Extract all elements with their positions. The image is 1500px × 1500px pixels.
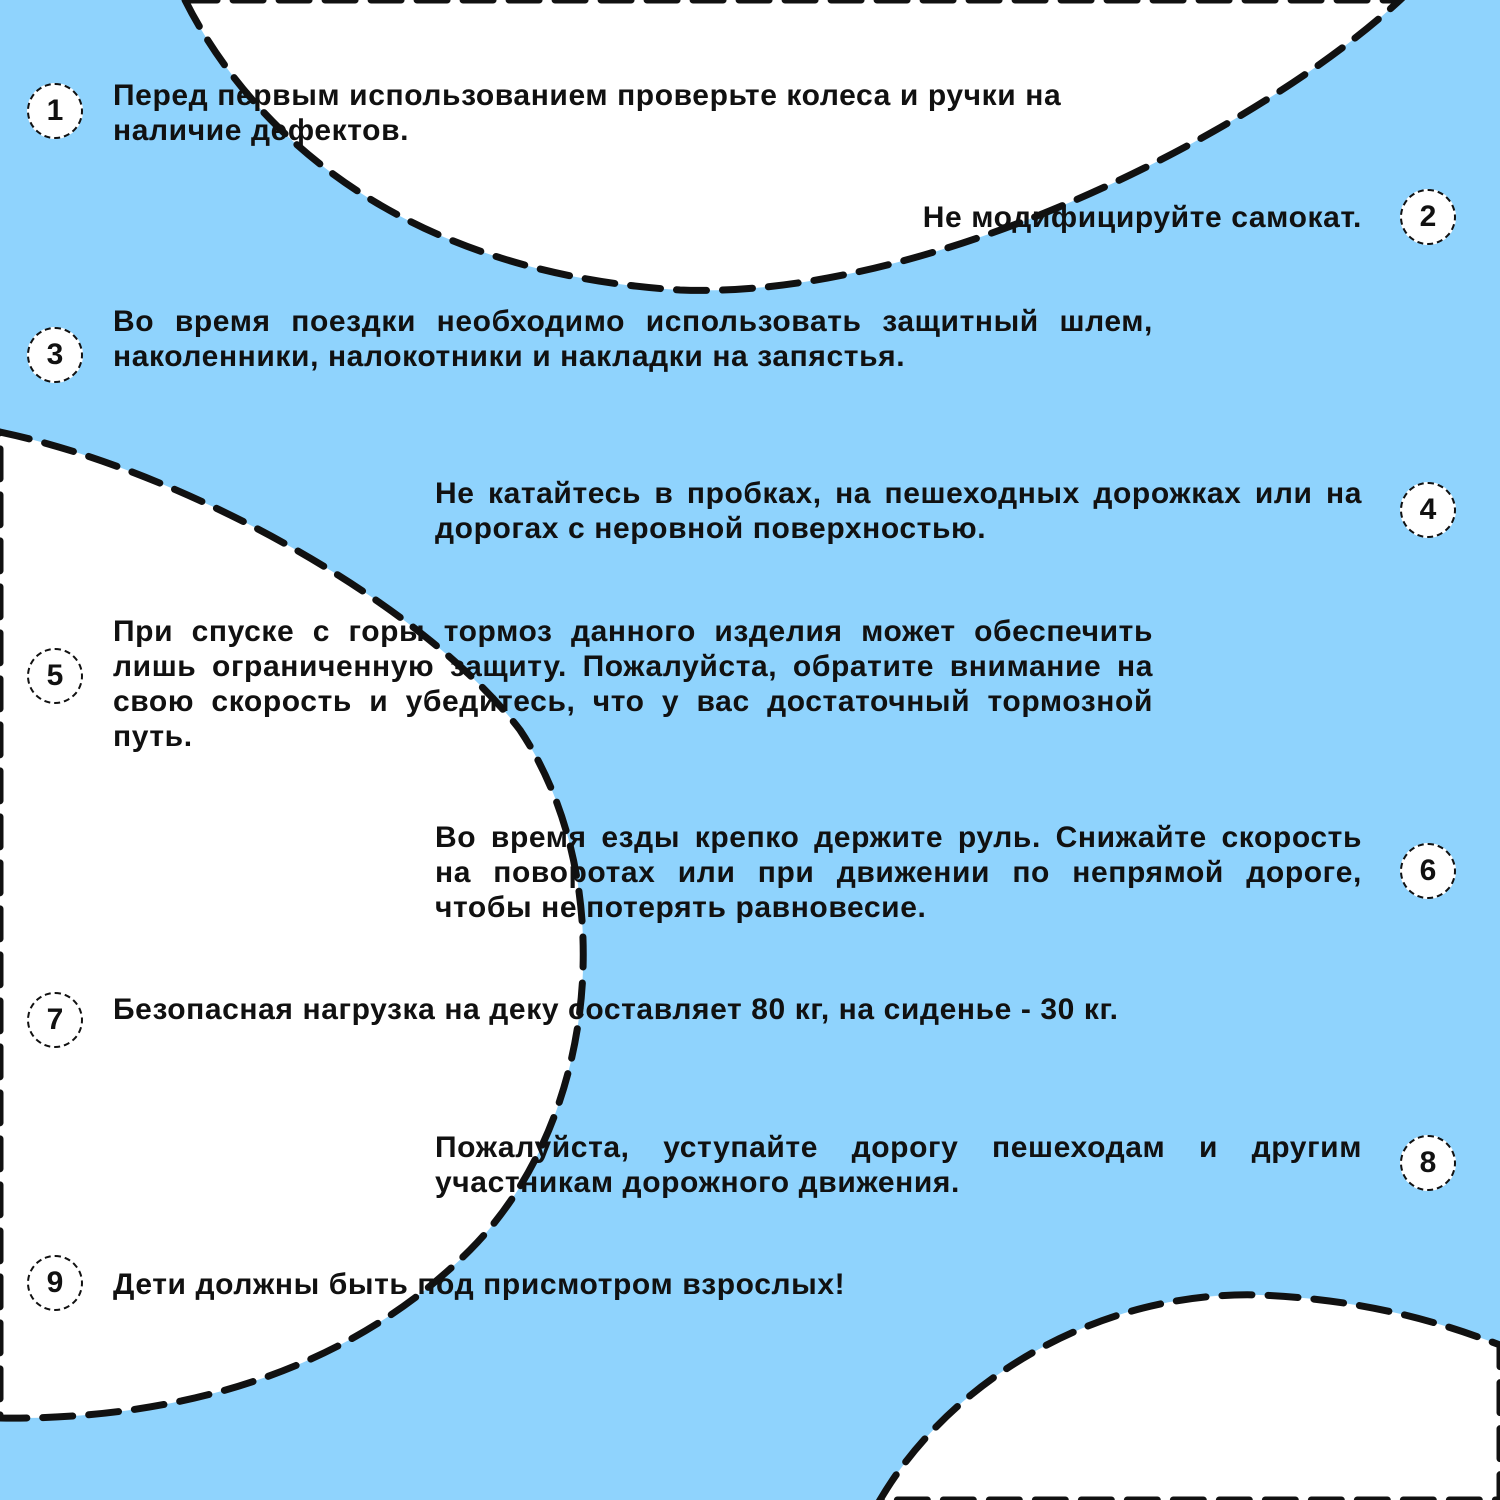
rule-number-badge: 4 xyxy=(1400,482,1456,538)
rule-text: Во время поездки необходимо использовать защитный шлем, наколенники, налокотники и накладки на запястья. xyxy=(113,305,1153,373)
rule-text: Дети должны быть под присмотром взрослых! xyxy=(113,1268,846,1301)
rule-number-badge: 1 xyxy=(27,83,83,139)
rule-text: Пожалуйста, уступайте дорогу пешеходам и другим участникам дорожного движения. xyxy=(435,1131,1362,1199)
rule-text: Во время езды крепко держите руль. Снижайте скорость на поворотах или при движении по непрямой дороге, чтобы не потерять равновесие. xyxy=(435,821,1362,924)
rule-text: Не катайтесь в пробках, на пешеходных дорожках или на дорогах с неровной поверхностью. xyxy=(435,477,1362,545)
rule-number-badge: 8 xyxy=(1400,1135,1456,1191)
rule-text: Перед первым использованием проверьте колеса и ручки на наличие дефектов. xyxy=(113,79,1062,147)
rule-text: При спуске с горы тормоз данного изделия может обеспечить лишь ограниченную защиту. Пожалуйста, обратите внимание на свою скорость и убедитесь, что у вас достаточный тормозной путь. xyxy=(113,615,1153,753)
rule-text: Безопасная нагрузка на деку составляет 80 кг, на сиденье - 30 кг. xyxy=(113,993,1119,1026)
rule-number-badge: 7 xyxy=(27,992,83,1048)
rule-number-badge: 2 xyxy=(1400,189,1456,245)
rule-text: Не модифицируйте самокат. xyxy=(922,201,1362,234)
rule-number-badge: 6 xyxy=(1400,843,1456,899)
rule-number-badge: 5 xyxy=(27,648,83,704)
rule-number-badge: 9 xyxy=(27,1255,83,1311)
rule-number-badge: 3 xyxy=(27,327,83,383)
bottom-right-white-blob xyxy=(880,1295,1500,1500)
